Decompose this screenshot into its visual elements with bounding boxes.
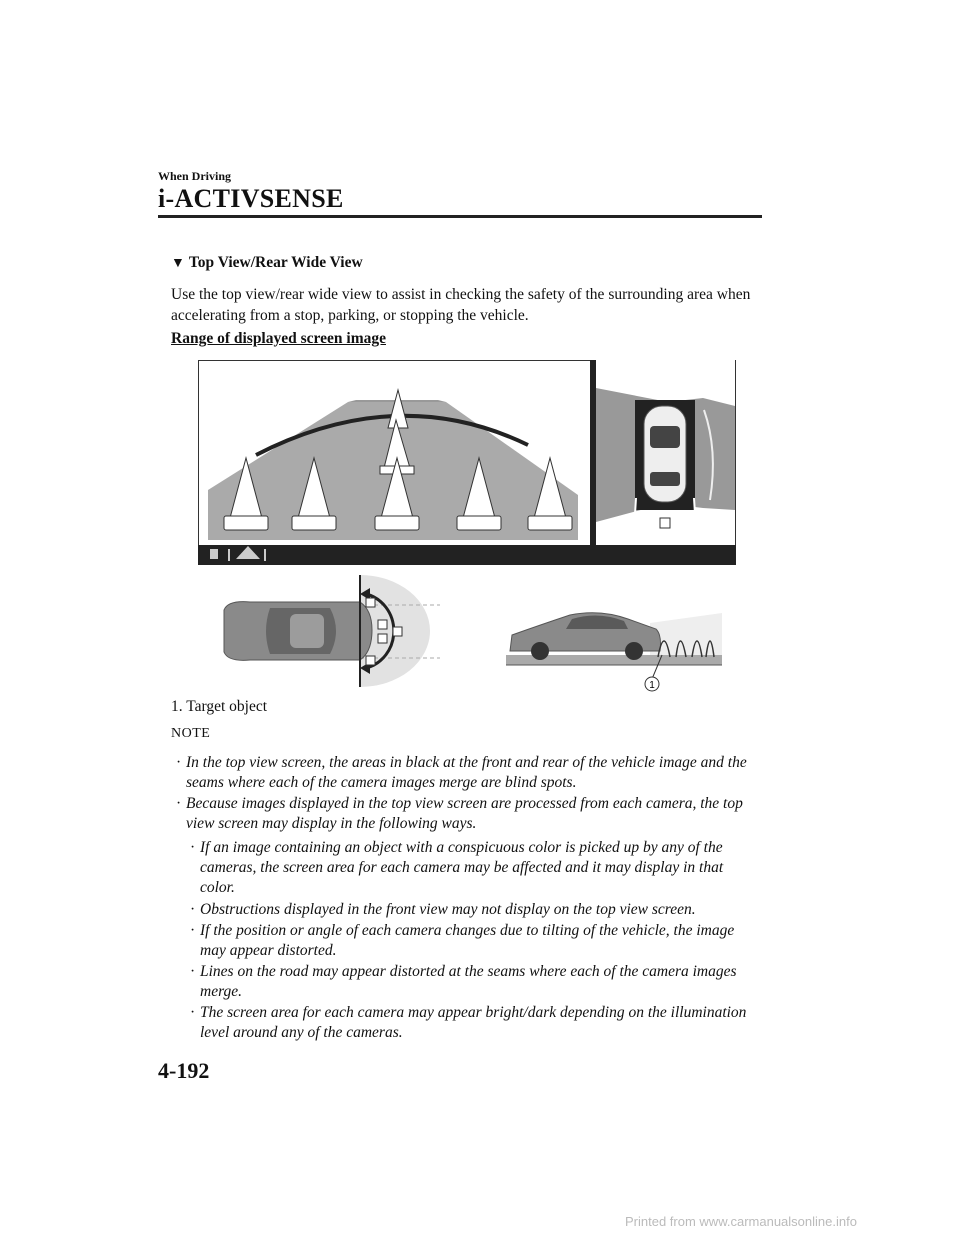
subnote-item bbox=[190, 1003, 760, 1043]
note-item bbox=[176, 753, 756, 793]
car-top-view-icon bbox=[224, 602, 372, 661]
top-view-range-illustration bbox=[210, 570, 440, 692]
subnote-item bbox=[190, 900, 760, 920]
note-text: In the top view screen, the areas in black at the front and rear of the vehicle image and the seams where each of the camera images merge are blind spots. bbox=[186, 754, 747, 791]
subnote-item bbox=[190, 838, 760, 898]
bullet-icon: · bbox=[190, 1004, 196, 1021]
chapter-title: i-ACTIVSENSE bbox=[158, 184, 344, 213]
subnote-text: If the position or angle of each camera changes due to tilting of the vehicle, the image may appear distorted. bbox=[200, 922, 735, 959]
note-text: Because images displayed in the top view screen are processed from each camera, the top view screen may display in the following ways. bbox=[186, 795, 743, 832]
section-heading bbox=[171, 254, 363, 272]
camera-indicator-icon bbox=[210, 549, 218, 559]
page-number: 4-192 bbox=[158, 1058, 210, 1083]
bullet-icon: · bbox=[190, 922, 196, 939]
bullet-icon: · bbox=[190, 901, 196, 918]
subnote-text: If an image containing an object with a conspicuous color is picked up by any of the cameras, the screen area for each camera may be affected and it may display in that color. bbox=[200, 839, 724, 896]
subnote-text: Obstructions displayed in the front view may not display on the top view screen. bbox=[200, 901, 696, 918]
triangle-marker-icon: ▼ bbox=[171, 256, 185, 271]
subheading: Range of displayed screen image bbox=[171, 330, 386, 347]
header-rule bbox=[158, 215, 762, 218]
subnote-text: The screen area for each camera may appear bright/dark depending on the illumination level around any of the cameras. bbox=[200, 1004, 747, 1041]
bullet-icon: · bbox=[176, 754, 182, 771]
intro-paragraph: Use the top view/rear wide view to assist in checking the safety of the surrounding area when accelerating from a stop, parking, or stopping the vehicle. bbox=[171, 286, 751, 324]
camera-screen-illustration bbox=[198, 360, 736, 565]
callout-number: 1 bbox=[649, 680, 655, 691]
section-label: When Driving bbox=[158, 169, 232, 183]
subnote-item bbox=[190, 921, 760, 961]
figure-caption: 1. Target object bbox=[171, 698, 268, 715]
side-view-range-illustration bbox=[500, 595, 730, 695]
bullet-icon: · bbox=[176, 795, 182, 812]
subnote-text: Lines on the road may appear distorted at the seams where each of the camera images merge. bbox=[200, 963, 737, 1000]
heading-text: Top View/Rear Wide View bbox=[188, 254, 363, 271]
top-view bbox=[596, 360, 735, 530]
footer-watermark[interactable]: Printed from www.carmanualsonline.info bbox=[625, 1214, 857, 1229]
bullet-icon: · bbox=[190, 839, 196, 856]
note-label: NOTE bbox=[171, 726, 211, 741]
car-side-view-icon bbox=[510, 613, 661, 660]
subnote-item bbox=[190, 962, 760, 1002]
bullet-icon: · bbox=[190, 963, 196, 980]
note-item bbox=[176, 794, 756, 834]
